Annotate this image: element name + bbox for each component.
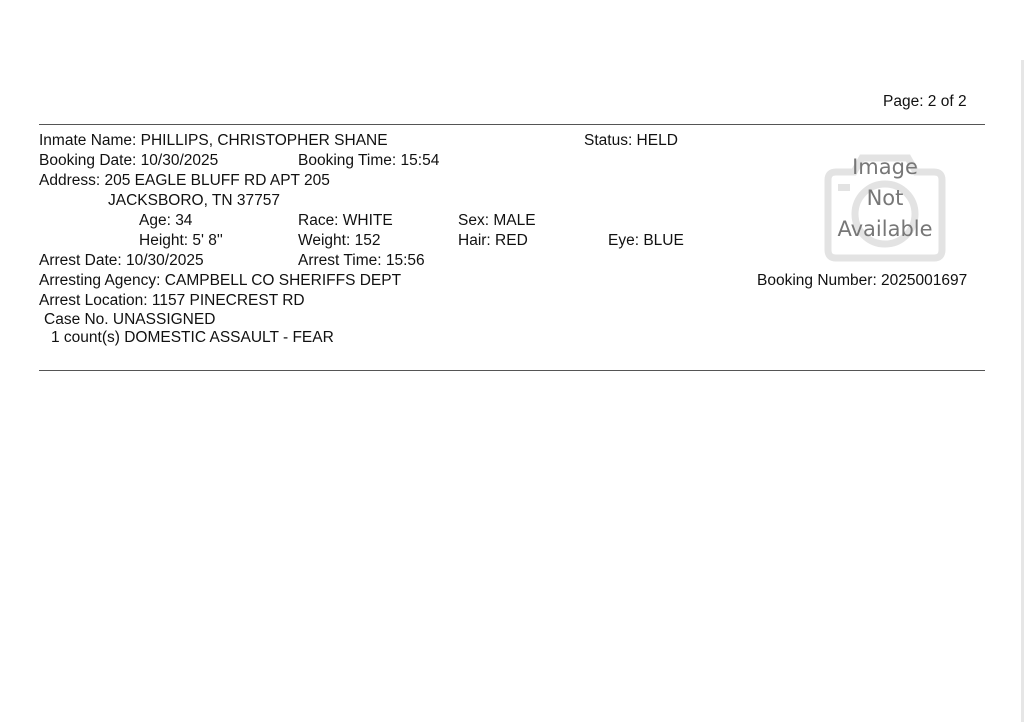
weight: Weight: 152 — [298, 232, 381, 249]
arresting-agency: Arresting Agency: CAMPBELL CO SHERIFFS DEPT — [39, 272, 402, 289]
status: Status: HELD — [584, 132, 678, 149]
charge: 1 count(s) DOMESTIC ASSAULT - FEAR — [51, 329, 334, 346]
booking-date: Booking Date: 10/30/2025 — [39, 152, 219, 169]
age: Age: 34 — [139, 212, 193, 229]
eye: Eye: BLUE — [608, 232, 684, 249]
photo-placeholder — [818, 132, 952, 264]
address-line-1: Address: 205 EAGLE BLUFF RD APT 205 — [39, 172, 330, 189]
address-line-2: JACKSBORO, TN 37757 — [108, 192, 281, 209]
sex: Sex: MALE — [458, 212, 536, 229]
height: Height: 5' 8'' — [139, 232, 223, 249]
race: Race: WHITE — [298, 212, 393, 229]
arrest-location: Arrest Location: 1157 PINECREST RD — [39, 292, 305, 309]
booking-number: Booking Number: 2025001697 — [757, 272, 968, 289]
photo-text-image: Image — [852, 155, 918, 179]
case-number: Case No. UNASSIGNED — [44, 311, 216, 328]
arrest-time: Arrest Time: 15:56 — [298, 252, 425, 269]
arrest-date: Arrest Date: 10/30/2025 — [39, 252, 204, 269]
top-divider — [39, 124, 985, 125]
hair: Hair: RED — [458, 232, 528, 249]
photo-text-available: Available — [837, 217, 933, 241]
booking-time: Booking Time: 15:54 — [298, 152, 440, 169]
page-number: Page: 2 of 2 — [883, 93, 967, 110]
photo-text-not: Not — [866, 186, 904, 210]
bottom-divider — [39, 370, 985, 371]
inmate-name: Inmate Name: PHILLIPS, CHRISTOPHER SHANE — [39, 132, 388, 149]
